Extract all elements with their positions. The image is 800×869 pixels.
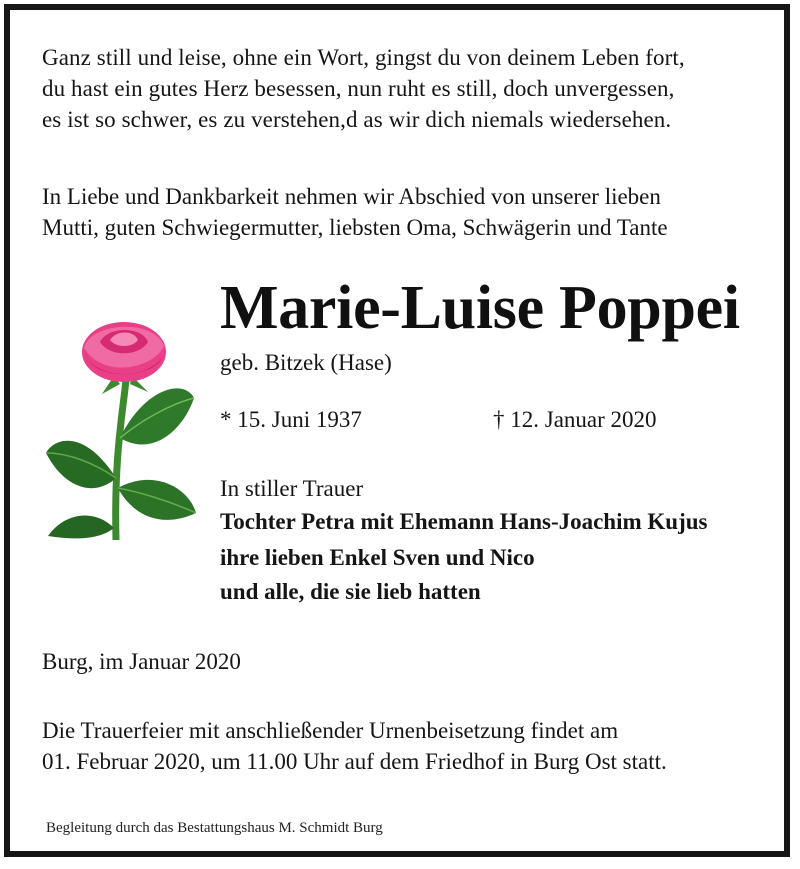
birth-date: * 15. Juni 1937: [220, 407, 362, 432]
intro-line: In Liebe und Dankbarkeit nehmen wir Abschied von unserer lieben: [42, 184, 661, 209]
mourning-heading: In stiller Trauer: [220, 476, 364, 501]
deceased-name: Marie-Luise Poppei: [220, 274, 740, 342]
mourner-line: ihre lieben Enkel Sven und Nico: [220, 545, 535, 570]
death-date: † 12. Januar 2020: [493, 407, 657, 432]
funeral-notice: [42, 715, 667, 777]
intro-line: Mutti, guten Schwiegermutter, liebsten Oma, Schwägerin und Tante: [42, 215, 668, 240]
mourner-line: und alle, die sie lieb hatten: [220, 579, 481, 604]
funeral-line: 01. Februar 2020, um 11.00 Uhr auf dem Friedhof in Burg Ost statt.: [42, 749, 667, 774]
poem-line: es ist so schwer, es zu verstehen,d as wir dich niemals wiedersehen.: [42, 107, 672, 132]
place-date: Burg, im Januar 2020: [42, 649, 241, 674]
maiden-name: geb. Bitzek (Hase): [220, 350, 392, 375]
undertaker-credit: Begleitung durch das Bestattungshaus M. Schmidt Burg: [46, 820, 383, 836]
obituary-frame: [4, 4, 790, 857]
poem: [42, 42, 685, 135]
rose-illustration: [44, 318, 204, 540]
poem-line: du hast ein gutes Herz besessen, nun ruht es still, doch unvergessen,: [42, 76, 675, 101]
funeral-line: Die Trauerfeier mit anschließender Urnenbeisetzung findet am: [42, 718, 619, 743]
mourner-line: Tochter Petra mit Ehemann Hans-Joachim Kujus: [220, 509, 708, 534]
poem-line: Ganz still und leise, ohne ein Wort, gingst du von deinem Leben fort,: [42, 45, 685, 70]
intro-text: [42, 181, 668, 243]
